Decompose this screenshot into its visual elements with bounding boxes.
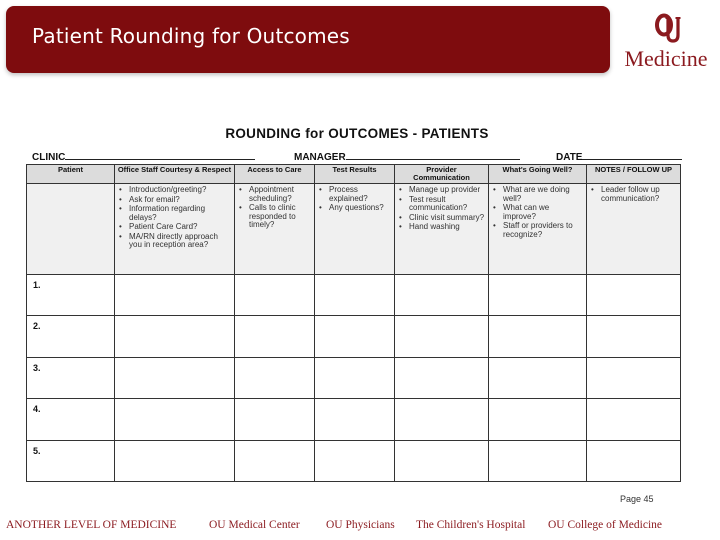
patient-number: 3. (27, 357, 115, 398)
prompt-cell-provider (395, 184, 489, 275)
manager-field (294, 150, 520, 163)
prompt-cell-notes (587, 184, 681, 275)
footer-bar (6, 519, 714, 537)
list-item: • Test result communication? (399, 194, 468, 212)
ou-medicine-logo (617, 10, 715, 72)
footer-link-childrens-hospital[interactable]: The Children's Hospital (416, 519, 526, 531)
logo-wordmark: Medicine (624, 46, 708, 71)
rounding-table (26, 164, 681, 482)
list-item: • What can we improve? (493, 203, 550, 221)
clinic-field (32, 150, 255, 163)
patient-number: 4. (27, 399, 115, 440)
list-item: • Patient Care Card? (119, 222, 198, 231)
list-item: • MA/RN directly approach you in reception area? (119, 231, 218, 249)
prompt-cell-patient (27, 184, 115, 275)
table-row (27, 440, 681, 481)
patient-number: 1. (27, 274, 115, 315)
prompt-cell-courtesy (115, 184, 235, 275)
column-header: NOTES / FOLLOW UP (587, 165, 681, 184)
list-item: • Introduction/greeting? (119, 185, 207, 194)
date-label: DATE (556, 152, 583, 163)
table-row (27, 274, 681, 315)
column-header: Provider Communication (395, 165, 489, 184)
list-item: • Hand washing (399, 222, 460, 231)
table-row (27, 316, 681, 357)
list-item: • Calls to clinic responded to timely? (239, 203, 296, 229)
form-title: ROUNDING for OUTCOMES - PATIENTS (225, 126, 489, 141)
list-item: • Staff or providers to recognize? (493, 221, 573, 239)
prompt-cell-going-well (489, 184, 587, 275)
column-header: Test Results (315, 165, 395, 184)
prompt-row (27, 184, 681, 275)
table-row (27, 399, 681, 440)
patient-number: 2. (27, 316, 115, 357)
table-header-row (27, 165, 681, 184)
prompt-cell-tests (315, 184, 395, 275)
clinic-label: CLINIC (32, 152, 66, 163)
list-item: • Information regarding delays? (119, 204, 206, 222)
page-title: Patient Rounding for Outcomes (32, 24, 350, 48)
page-number: Page 45 (620, 494, 654, 504)
footer-tagline: ANOTHER LEVEL OF MEDICINE (6, 519, 177, 531)
table-row (27, 357, 681, 398)
title-bar (6, 6, 610, 73)
list-item: • Manage up provider (399, 185, 481, 194)
column-header: Office Staff Courtesy & Respect (115, 165, 235, 184)
list-item: • Any questions? (319, 203, 384, 212)
footer-link-physicians[interactable]: OU Physicians (326, 519, 395, 531)
list-item: • Clinic visit summary? (399, 212, 485, 222)
footer-link-college-of-medicine[interactable]: OU College of Medicine (548, 519, 663, 531)
list-item: • Ask for email? (119, 194, 180, 204)
column-header: What's Going Well? (489, 165, 587, 184)
prompt-cell-access (235, 184, 315, 275)
footer-link-medical-center[interactable]: OU Medical Center (209, 519, 300, 531)
list-item: • What are we doing well? (493, 185, 570, 203)
column-header: Access to Care (235, 165, 315, 184)
date-field (556, 150, 682, 163)
patient-number: 5. (27, 440, 115, 481)
list-item: • Leader follow up communication? (591, 185, 660, 203)
ou-monogram-icon (653, 13, 681, 45)
list-item: • Appointment scheduling? (239, 185, 294, 203)
manager-label: MANAGER (294, 152, 346, 163)
column-header: Patient (27, 165, 115, 184)
list-item: • Process explained? (319, 185, 368, 203)
rounding-form (24, 122, 690, 512)
